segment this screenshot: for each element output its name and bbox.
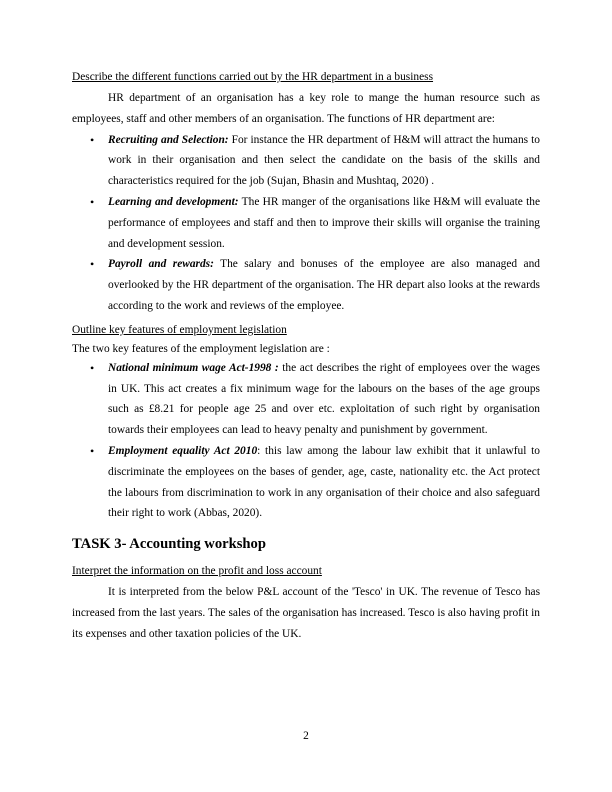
bullet-icon: • <box>90 194 95 209</box>
list-item-text: The salary and bonuses of the employee are also managed and overlooked by the HR department of the organisation. The HR depart also looks at the rewards according to the work and reviews of the employee. <box>108 258 540 312</box>
bullet-icon: • <box>90 443 95 458</box>
profit-loss-paragraph: It is interpreted from the below P&L account of the 'Tesco' in UK. The revenue of Tesco has increased from the last years. The sales of the organisation has increased. Tesco is also having profit in its expenses and other taxation policies of the UK. <box>72 586 540 640</box>
hr-functions-list <box>72 130 540 317</box>
list-item <box>72 441 540 524</box>
list-item <box>72 130 540 192</box>
task-title: TASK 3- Accounting workshop <box>72 536 266 553</box>
list-item-term: Recruiting and Selection: <box>108 133 229 146</box>
list-item-text: : this law among the labour law exhibit that it unlawful to discriminate the employees on the bases of gender, age, caste, nationality etc. the Act protect the labours from discrimination to work in any organisation of their choice and also safeguard their right to work (Abbas, 2020). <box>108 444 540 520</box>
document-page <box>72 70 540 645</box>
list-item <box>72 358 540 441</box>
legislation-intro: The two key features of the employment legislation are : <box>72 342 330 355</box>
section-heading-profit-loss: Interpret the information on the profit and loss account <box>72 565 322 578</box>
list-item <box>72 192 540 254</box>
list-item-text: For instance the HR department of H&M will attract the humans to work in their organisation and then select the candidate on the basis of the skills and characteristics required for the job (Sujan, Bhasin and Mushtaq, 2020) . <box>108 133 540 188</box>
list-item <box>72 254 540 316</box>
bullet-icon: • <box>90 132 95 147</box>
list-item-text: the act describes the right of employees over the wages in UK. This act creates a fix minimum wage for the labours on the bases of the age groups such as £8.21 for people age 25 and over etc. exploitation of such right by organisation towards their employees can lead to heavy penalty and punishment by government. <box>108 361 540 437</box>
legislation-list <box>72 358 540 524</box>
list-item-term: Payroll and rewards: <box>108 258 214 271</box>
bullet-icon: • <box>90 360 95 375</box>
section-heading-employment-legislation: Outline key features of employment legislation <box>72 323 287 336</box>
page-number: 2 <box>303 730 309 742</box>
list-item-term: Learning and development: <box>108 195 239 208</box>
list-item-term: Employment equality Act 2010 <box>108 444 258 457</box>
bullet-icon: • <box>90 257 95 272</box>
hr-intro-paragraph: HR department of an organisation has a key role to mange the human resource such as employees, staff and other members of an organisation. The functions of HR department are: <box>72 92 540 125</box>
list-item-term: National minimum wage Act-1998 : <box>108 361 279 374</box>
list-item-text: The HR manger of the organisations like H&M will evaluate the performance of employees and staff and then to improve their skills will organise the training and development session. <box>108 195 540 250</box>
section-heading-hr-functions: Describe the different functions carried out by the HR department in a business <box>72 71 434 83</box>
